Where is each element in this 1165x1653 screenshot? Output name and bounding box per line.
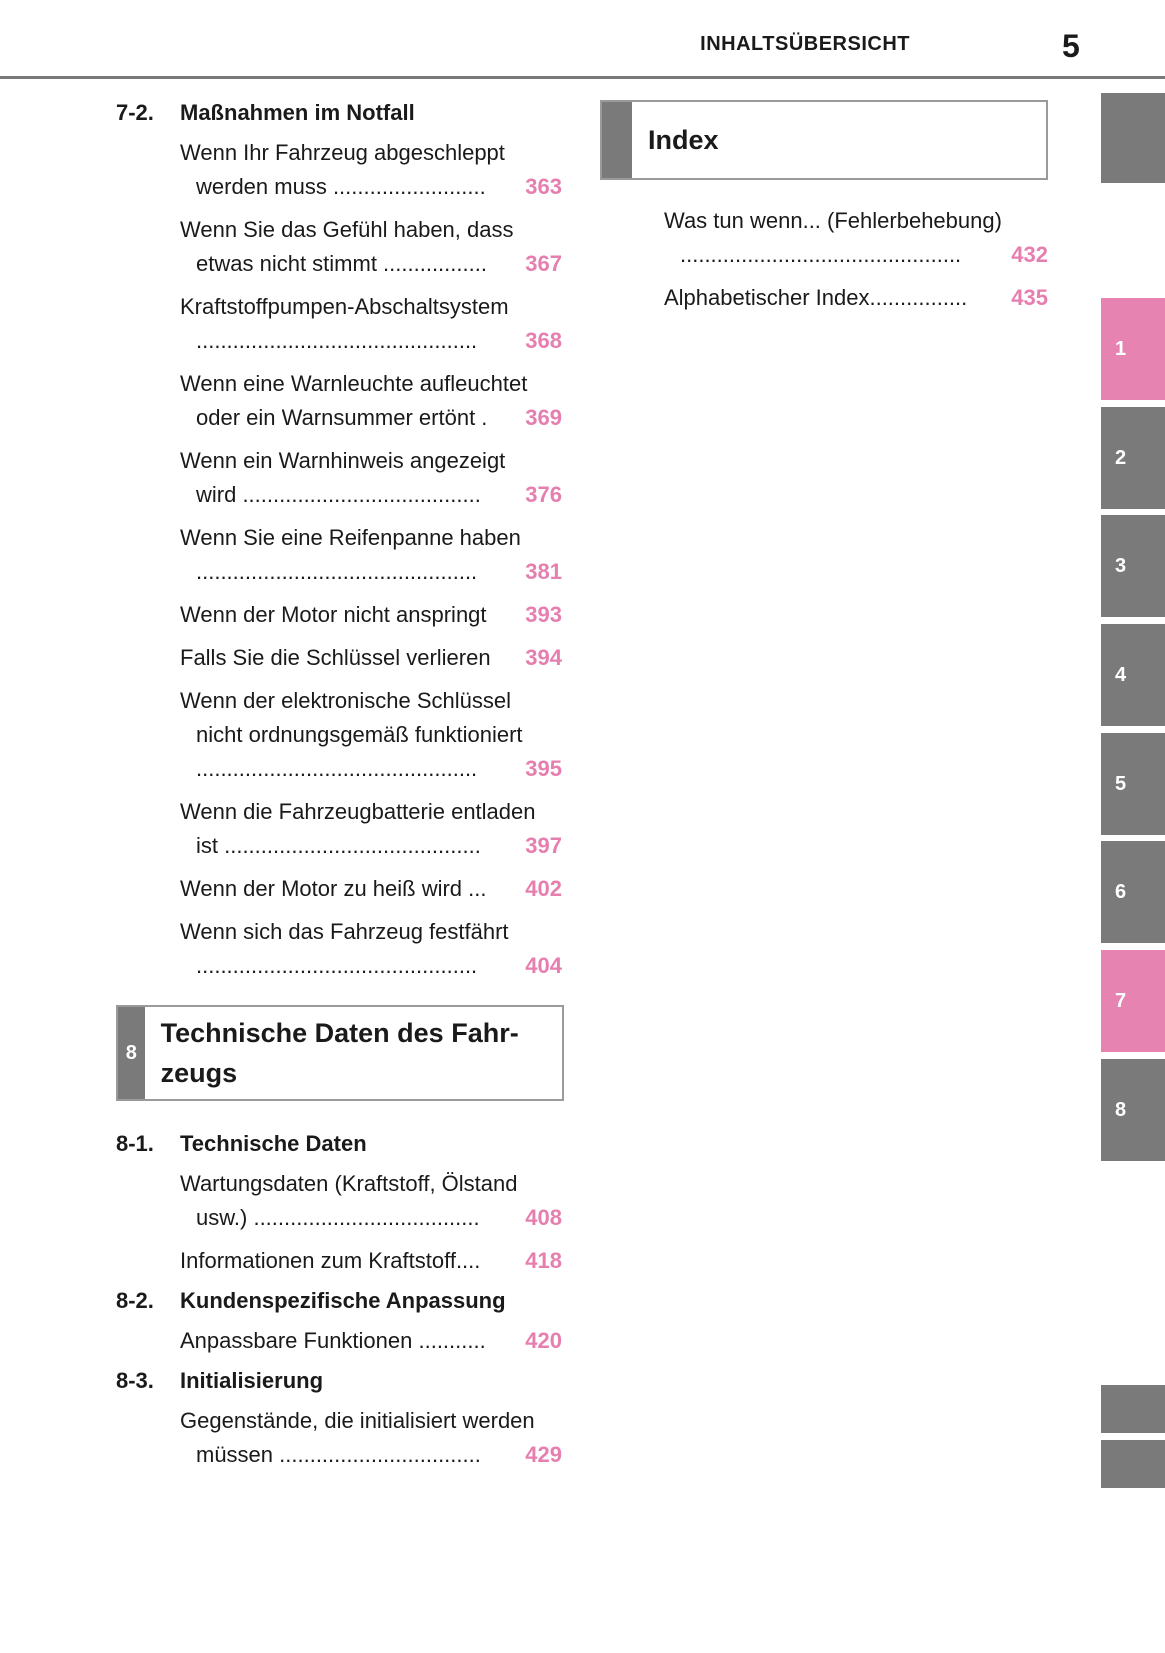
header-divider <box>0 76 1165 79</box>
page-header-title: INHALTSÜBERSICHT <box>700 33 910 55</box>
chapter-tab-blank[interactable] <box>1101 93 1165 183</box>
toc-entry-title: 394 Falls Sie die Schlüssel verlieren <box>180 641 562 675</box>
toc-entry[interactable] <box>180 1324 562 1358</box>
toc-entry[interactable] <box>180 444 562 512</box>
section-heading-8-3: 8-3. Initialisierung <box>116 1368 324 1393</box>
toc-entry[interactable] <box>180 1404 562 1472</box>
chapter-tab-7[interactable]: 7 <box>1101 950 1165 1052</box>
chapter-8-header[interactable] <box>116 1005 564 1101</box>
toc-page-number[interactable]: 395 <box>525 756 562 781</box>
toc-entry[interactable] <box>180 598 562 632</box>
toc-entry-leader: 376 wird ....................................... <box>180 478 562 512</box>
chapter-tab-8[interactable]: 8 <box>1101 1059 1165 1161</box>
toc-entry[interactable] <box>180 795 562 863</box>
chapter-tab-6[interactable]: 6 <box>1101 841 1165 943</box>
toc-entry-title: Wenn Ihr Fahrzeug abgeschleppt <box>180 140 505 165</box>
section-heading-7-2: 7-2. Maßnahmen im Notfall <box>116 100 415 125</box>
toc-entry-title: Wenn Sie eine Reifenpanne haben <box>180 525 521 550</box>
toc-entry-leader: 369 oder ein Warnsummer ertönt . <box>180 401 562 435</box>
chapter-tab-blank[interactable] <box>1101 1385 1165 1433</box>
toc-page-number[interactable]: 420 <box>525 1328 562 1353</box>
toc-page-number[interactable]: 429 <box>525 1442 562 1467</box>
toc-entry[interactable] <box>180 213 562 281</box>
toc-entry[interactable] <box>180 684 562 786</box>
toc-page-number[interactable]: 435 <box>1011 285 1048 310</box>
toc-page-number[interactable]: 408 <box>525 1205 562 1230</box>
toc-entry[interactable] <box>180 915 562 983</box>
toc-entry[interactable] <box>180 872 562 906</box>
chapter-tab-3[interactable]: 3 <box>1101 515 1165 617</box>
chapter-tab-1[interactable]: 1 <box>1101 298 1165 400</box>
toc-entry-leader: 397 ist .......................................... <box>180 829 562 863</box>
toc-entry[interactable] <box>180 1244 562 1278</box>
toc-page-number[interactable]: 394 <box>525 645 562 670</box>
index-header[interactable] <box>600 100 1048 180</box>
chapter-title: Technische Daten des Fahr-zeugs <box>160 1018 519 1088</box>
toc-entry-title: Was tun wenn... (Fehlerbehebung) <box>664 208 1002 233</box>
chapter-tab-2[interactable]: 2 <box>1101 407 1165 509</box>
toc-entry[interactable] <box>180 136 562 204</box>
toc-page-number[interactable]: 402 <box>525 876 562 901</box>
toc-entry-title: Kraftstoffpumpen-Abschaltsystem <box>180 294 509 319</box>
toc-page-number[interactable]: 367 <box>525 251 562 276</box>
section-heading-8-1: 8-1. Technische Daten <box>116 1131 367 1156</box>
toc-entry-title: Wenn eine Warnleuchte aufleuchtet <box>180 371 528 396</box>
page-number: 5 <box>1062 28 1080 64</box>
toc-entry[interactable] <box>180 641 562 675</box>
toc-entry-title: 420 Anpassbare Funktionen ........... <box>180 1324 562 1358</box>
toc-entry-title: 402 Wenn der Motor zu heiß wird ... <box>180 872 562 906</box>
toc-entry-title-cont: nicht ordnungsgemäß funktioniert <box>196 722 523 747</box>
toc-entry[interactable] <box>180 367 562 435</box>
toc-page-number[interactable]: 363 <box>525 174 562 199</box>
toc-entry-leader: 367 etwas nicht stimmt ................. <box>180 247 562 281</box>
toc-entry[interactable] <box>180 1167 562 1235</box>
toc-page-number[interactable]: 397 <box>525 833 562 858</box>
toc-entry-title: Wenn ein Warnhinweis angezeigt <box>180 448 506 473</box>
right-column <box>600 100 1048 324</box>
toc-entry-leader: 408 usw.) ..................................... <box>180 1201 562 1235</box>
toc-entry[interactable] <box>180 521 562 589</box>
toc-entry-title: 435 Alphabetischer Index................ <box>664 281 1048 315</box>
section-heading-8-2: 8-2. Kundenspezifische Anpassung <box>116 1288 506 1313</box>
chapter-tab-5[interactable]: 5 <box>1101 733 1165 835</box>
chapter-tab-number: 8 <box>118 1007 145 1099</box>
toc-page-number[interactable]: 404 <box>525 953 562 978</box>
chapter-tab-blank[interactable] <box>1101 1440 1165 1488</box>
toc-entry-leader: 368 .............................................. <box>180 324 562 358</box>
toc-entry[interactable] <box>180 290 562 358</box>
toc-entry-leader: 381 .............................................. <box>180 555 562 589</box>
toc-entry-title: 393 Wenn der Motor nicht anspringt <box>180 598 562 632</box>
toc-page-number[interactable]: 381 <box>525 559 562 584</box>
toc-entry-title: Wenn Sie das Gefühl haben, dass <box>180 217 514 242</box>
toc-entry-leader: 432 .............................................. <box>664 238 1048 272</box>
toc-entry-leader: 404 .............................................. <box>180 949 562 983</box>
chapter-tab-4[interactable]: 4 <box>1101 624 1165 726</box>
toc-page-number[interactable]: 418 <box>525 1248 562 1273</box>
left-column <box>116 90 562 1481</box>
index-title: Index <box>648 124 719 155</box>
toc-page-number[interactable]: 368 <box>525 328 562 353</box>
toc-entry[interactable] <box>664 204 1048 272</box>
toc-entry-title: 418 Informationen zum Kraftstoff.... <box>180 1244 562 1278</box>
toc-entry-leader: 395 .............................................. <box>180 752 562 786</box>
toc-entry-title: Wenn die Fahrzeugbatterie entladen <box>180 799 536 824</box>
toc-entry-title: Wenn sich das Fahrzeug festfährt <box>180 919 509 944</box>
toc-entry-title: Wartungsdaten (Kraftstoff, Ölstand <box>180 1171 518 1196</box>
toc-entry-leader: 363 werden muss ......................... <box>180 170 562 204</box>
index-tab <box>602 102 632 178</box>
toc-page-number[interactable]: 376 <box>525 482 562 507</box>
toc-page-number[interactable]: 393 <box>525 602 562 627</box>
toc-entry[interactable] <box>664 281 1048 315</box>
toc-entry-title: Wenn der elektronische Schlüssel <box>180 688 511 713</box>
toc-entry-title: Gegenstände, die initialisiert werden <box>180 1408 535 1433</box>
toc-page-number[interactable]: 432 <box>1011 242 1048 267</box>
toc-page-number[interactable]: 369 <box>525 405 562 430</box>
toc-entry-leader: 429 müssen ................................. <box>180 1438 562 1472</box>
